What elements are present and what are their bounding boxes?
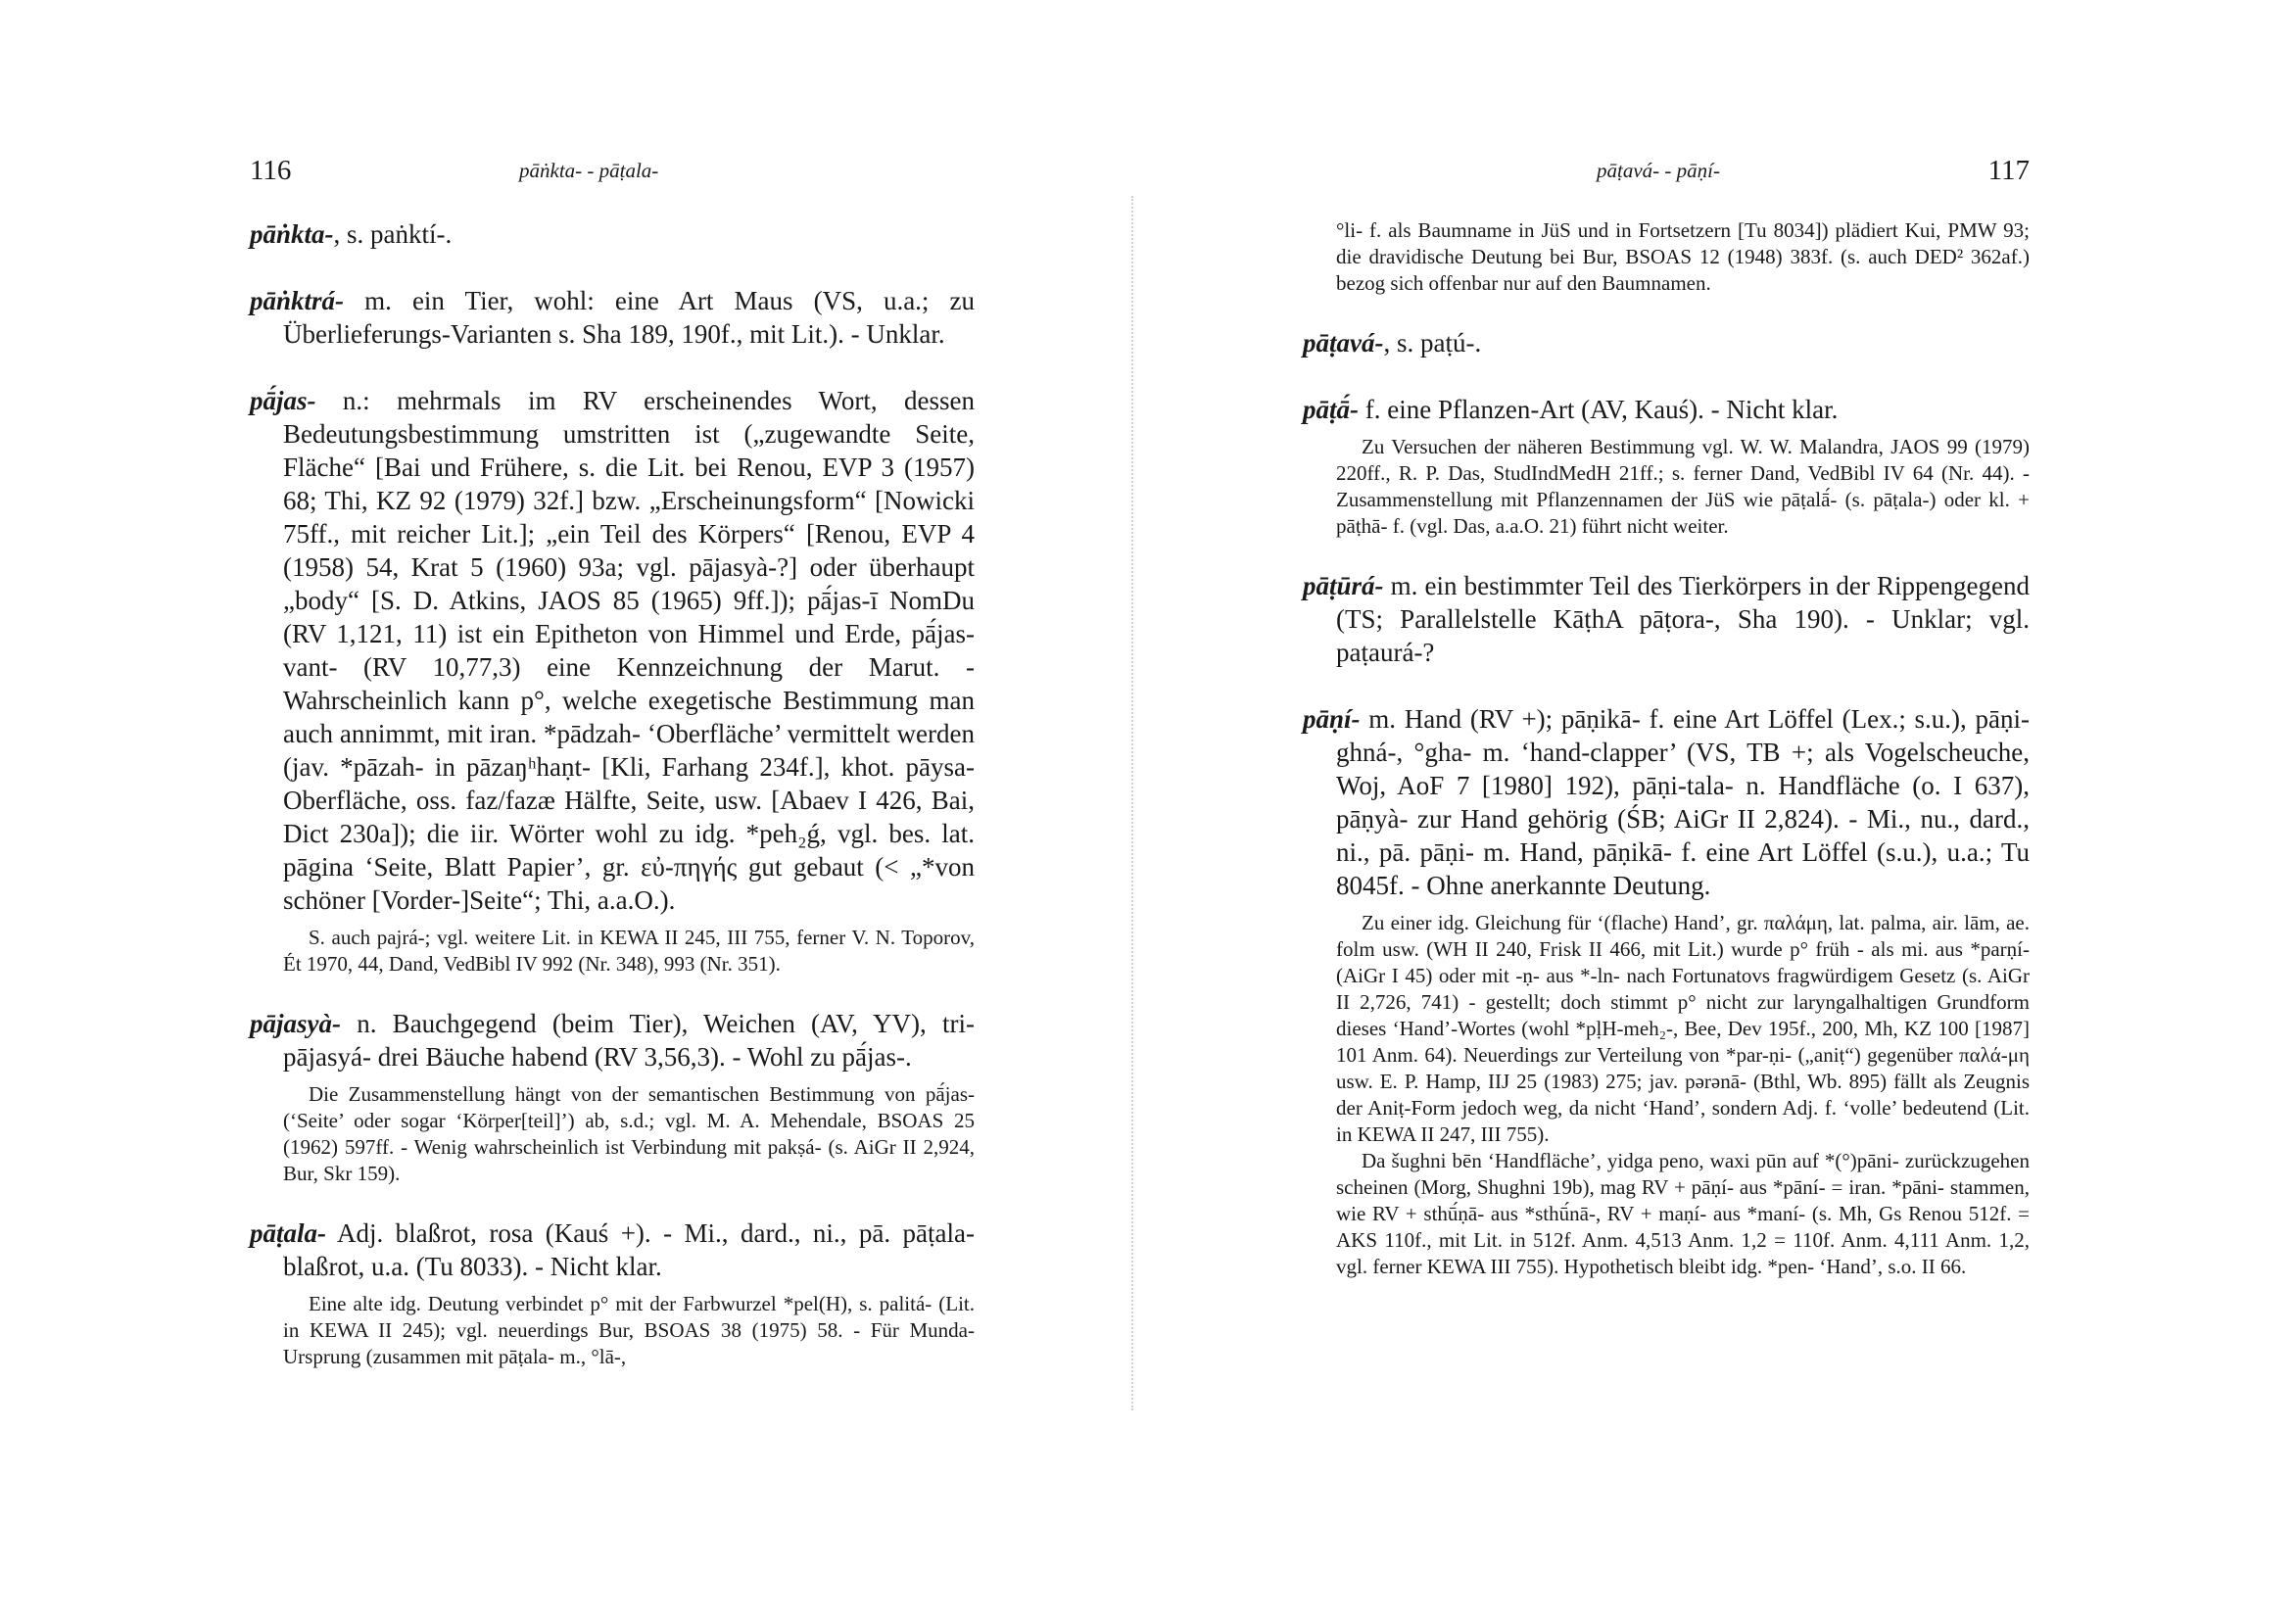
running-header — [1303, 155, 2030, 194]
entry-lemma: pā́jas- — [250, 386, 316, 415]
dictionary-entry — [250, 1007, 975, 1073]
left-page — [250, 0, 975, 1622]
entry-lemma: pāṭala- — [250, 1218, 326, 1248]
entry-text: Adj. blaßrot, rosa (Kauś +). - Mi., dard., ni., pā. pāṭala- blaßrot, u.a. (Tu 8033). - Nicht klar. — [283, 1218, 975, 1281]
dictionary-entry — [1303, 569, 2030, 669]
entry-note: S. auch pajrá-; vgl. weitere Lit. in KEWA II 245, III 755, ferner V. N. Toporov, Ét 1970, 44, Dand, VedBibl IV 992 (Nr. 348), 993 (Nr. 351). — [283, 926, 975, 976]
entry-text: m. Hand (RV +); pāṇikā- f. eine Art Löffel (Lex.; s.u.), pāṇi-ghná-, °gha- m. ‘hand-clapper’ (VS, TB +; als Vogelscheuche, Woj, AoF 7 [1980] 192), pāṇi-tala- n. Handfläche (o. I 637), pāṇyà- zur Hand gehörig (ŚB; AiGr II 2,824). - Mi., nu., dard., ni., pā. pāṇi- m. Hand, pāṇikā- f. eine Art Löffel (s.u.), u.a.; Tu 8045f. - Ohne anerkannte Deutung. — [1336, 704, 2030, 900]
right-page — [1303, 0, 2030, 1622]
entry-note: Zu Versuchen der näheren Bestimmung vgl. W. W. Malandra, JAOS 99 (1979) 220ff., R. P. Das, StudIndMedH 21ff.; s. ferner Dand, VedBibl IV 64 (Nr. 44). - Zusammenstellung mit Pflanzennamen der JüS wie pāṭalā́- (s. pāṭala-) oder kl. + pāṭhā- f. (vgl. Das, a.a.O. 21) führt nicht weiter. — [1336, 435, 2030, 538]
entry-lemma: pājasyà- — [250, 1009, 341, 1038]
running-head-title: pāṅkta- - pāṭala- — [519, 159, 659, 182]
dictionary-entry — [1303, 702, 2030, 902]
dictionary-entry — [250, 384, 975, 917]
entry-lemma: pāṇí- — [1303, 704, 1361, 734]
dictionary-entry — [250, 284, 975, 351]
running-header — [250, 155, 975, 194]
entry-text: n. Bauchgegend (beim Tier), Weichen (AV, YV), tri-pājasyá- drei Bäuche habend (RV 3,56,3). - Wohl zu pā́jas-. — [283, 1009, 975, 1072]
entry-lemma: pāṅktrá- — [250, 286, 345, 315]
entry-note: Die Zusammenstellung hängt von der semantischen Bestimmung von pā́jas- (‘Seite’ oder sogar ‘Körper[teil]’) ab, s.d.; vgl. M. A. Mehendale, BSOAS 25 (1962) 597ff. - Wenig wahrscheinlich ist Verbindung mit pakṣá- (s. AiGr II 2,924, Bur, Skr 159). — [283, 1082, 975, 1185]
entry-note: Da šughni bēn ‘Handfläche’, yidga peno, waxi pūn auf *(°)pāni- zurückzugehen scheinen (Morg, Shughni 19b), mag RV + pāṇí- aus *pāní- = iran. *pāni- stammen, wie RV + sthū́ṇā- aus *sthū́nā-, RV + maṇí- aus *maní- (s. Mh, Gs Renou 512f. = AKS 110f., mit Lit. in 512f. Anm. 4,513 Anm. 1,2 = 110f. Anm. 4,111 Anm. 1,2, vgl. ferner KEWA III 755). Hypothetisch bleibt idg. *pen- ‘Hand’, s.o. II 66. — [1336, 1149, 2030, 1278]
dictionary-entry — [1303, 326, 2030, 359]
entry-text: m. ein Tier, wohl: eine Art Maus (VS, u.a.; zu Überlieferungs-Varianten s. Sha 189, 190f., mit Lit.). - Unklar. — [283, 286, 975, 349]
entry-lemma: pāṭā́- — [1303, 395, 1359, 424]
left-page-content — [250, 217, 975, 1400]
page-gutter — [1131, 196, 1135, 1410]
entry-note: Zu einer idg. Gleichung für ‘(flache) Hand’, gr. παλάμη, lat. palma, air. lām, ae. folm usw. (WH II 240, Frisk II 466, mit Lit.) wurde p° früh - als mi. aus *parṇí- (AiGr I 45) oder mit -ṇ- aus *-ln- nach Fortunatovs fragwürdigem Gesetz (s. AiGr II 2,726, 741) - gestellt; doch stimmt p° nicht zur laryngalhaltigen Grundform dieses ‘Hand’-Wortes (wohl *pḷH-meh₂-, Bee, Dev 195f., 200, Mh, KZ 100 [1987] 101 Anm. 64). Neuerdings zur Verteilung von *par-ṇi- („aniṭ“) gegenüber παλά-μη usw. E. P. Hamp, IIJ 25 (1983) 275; jav. pərənā- (Bthl, Wb. 895) fällt als Zeugnis der Aniṭ-Form jedoch weg, da nicht ‘Hand’, sondern Adj. f. ‘volle’ bedeutend (Lit. in KEWA II 247, III 755). — [1336, 911, 2030, 1146]
running-head-title: pāṭavá- - pāṇí- — [1597, 159, 1720, 182]
continued-note: °li- f. als Baumname in JüS und in Fortsetzern [Tu 8034]) plädiert Kui, PMW 93; die dravidische Deutung bei Bur, BSOAS 12 (1948) 383f. (s. auch DED² 362af.) bezog sich offenbar nur auf den Baumnamen. — [1336, 218, 2030, 295]
entry-text: f. eine Pflanzen-Art (AV, Kauś). - Nicht klar. — [1359, 395, 1839, 424]
dictionary-entry — [250, 217, 975, 251]
entry-text: n.: mehrmals im RV erscheinendes Wort, dessen Bedeutungsbestimmung umstritten ist („zugewandte Seite, Fläche“ [Bai und Frühere, s. die Lit. bei Renou, EVP 3 (1957) 68; Thi, KZ 92 (1979) 32f.] bzw. „Erscheinungsform“ [Nowicki 75ff., mit reicher Lit.]; „ein Teil des Körpers“ [Renou, EVP 4 (1958) 54, Krat 5 (1960) 93a; vgl. pājasyà-?] oder überhaupt „body“ [S. D. Atkins, JAOS 85 (1965) 9ff.]); pā́jas-ī NomDu (RV 1,121, 11) ist ein Epitheton von Himmel und Erde, pā́jas-vant- (RV 10,77,3) eine Kennzeichnung der Marut. - Wahrscheinlich kann p°, welche exegetische Bestimmung man auch annimmt, mit iran. *pādzah- ‘Oberfläche’ vermittelt werden (jav. *pāzah- in pāzaŋʰhaṇt- [Kli, Farhang 234f.], khot. pāysa- Oberfläche, oss. faz/fazæ Hälfte, Seite, usw. [Abaev I 426, Bai, Dict 230a]); die iir. Wörter wohl zu idg. *peh₂ǵ, vgl. bes. lat. pāgina ‘Seite, Blatt Papier’, gr. εὐ-πηγής gut gebaut (< „*von schöner [Vorder-]Seite“; Thi, a.a.O.). — [283, 386, 975, 915]
entry-text: , s. paṅktí-. — [333, 219, 453, 249]
dictionary-entry — [1303, 393, 2030, 426]
entry-lemma: pāṅkta- — [250, 219, 334, 249]
entry-note: Eine alte idg. Deutung verbindet p° mit der Farbwurzel *pel(H), s. palitá- (Lit. in KEWA II 245); vgl. neuerdings Bur, BSOAS 38 (1975) 58. - Für Munda-Ursprung (zusammen mit pāṭala- m., °lā-, — [283, 1292, 975, 1368]
page-number: 117 — [1987, 155, 2030, 186]
right-page-content — [1303, 217, 2030, 1310]
entry-text: , s. paṭú-. — [1383, 328, 1482, 358]
dictionary-entry — [250, 1216, 975, 1283]
entry-lemma: pāṭūrá- — [1303, 571, 1384, 600]
entry-lemma: pāṭavá- — [1303, 328, 1384, 358]
page-number: 116 — [250, 155, 292, 186]
entry-text: m. ein bestimmter Teil des Tierkörpers in der Rippengegend (TS; Parallelstelle KāṭhA pāṭora-, Sha 190). - Unklar; vgl. paṭaurá-? — [1336, 571, 2030, 667]
